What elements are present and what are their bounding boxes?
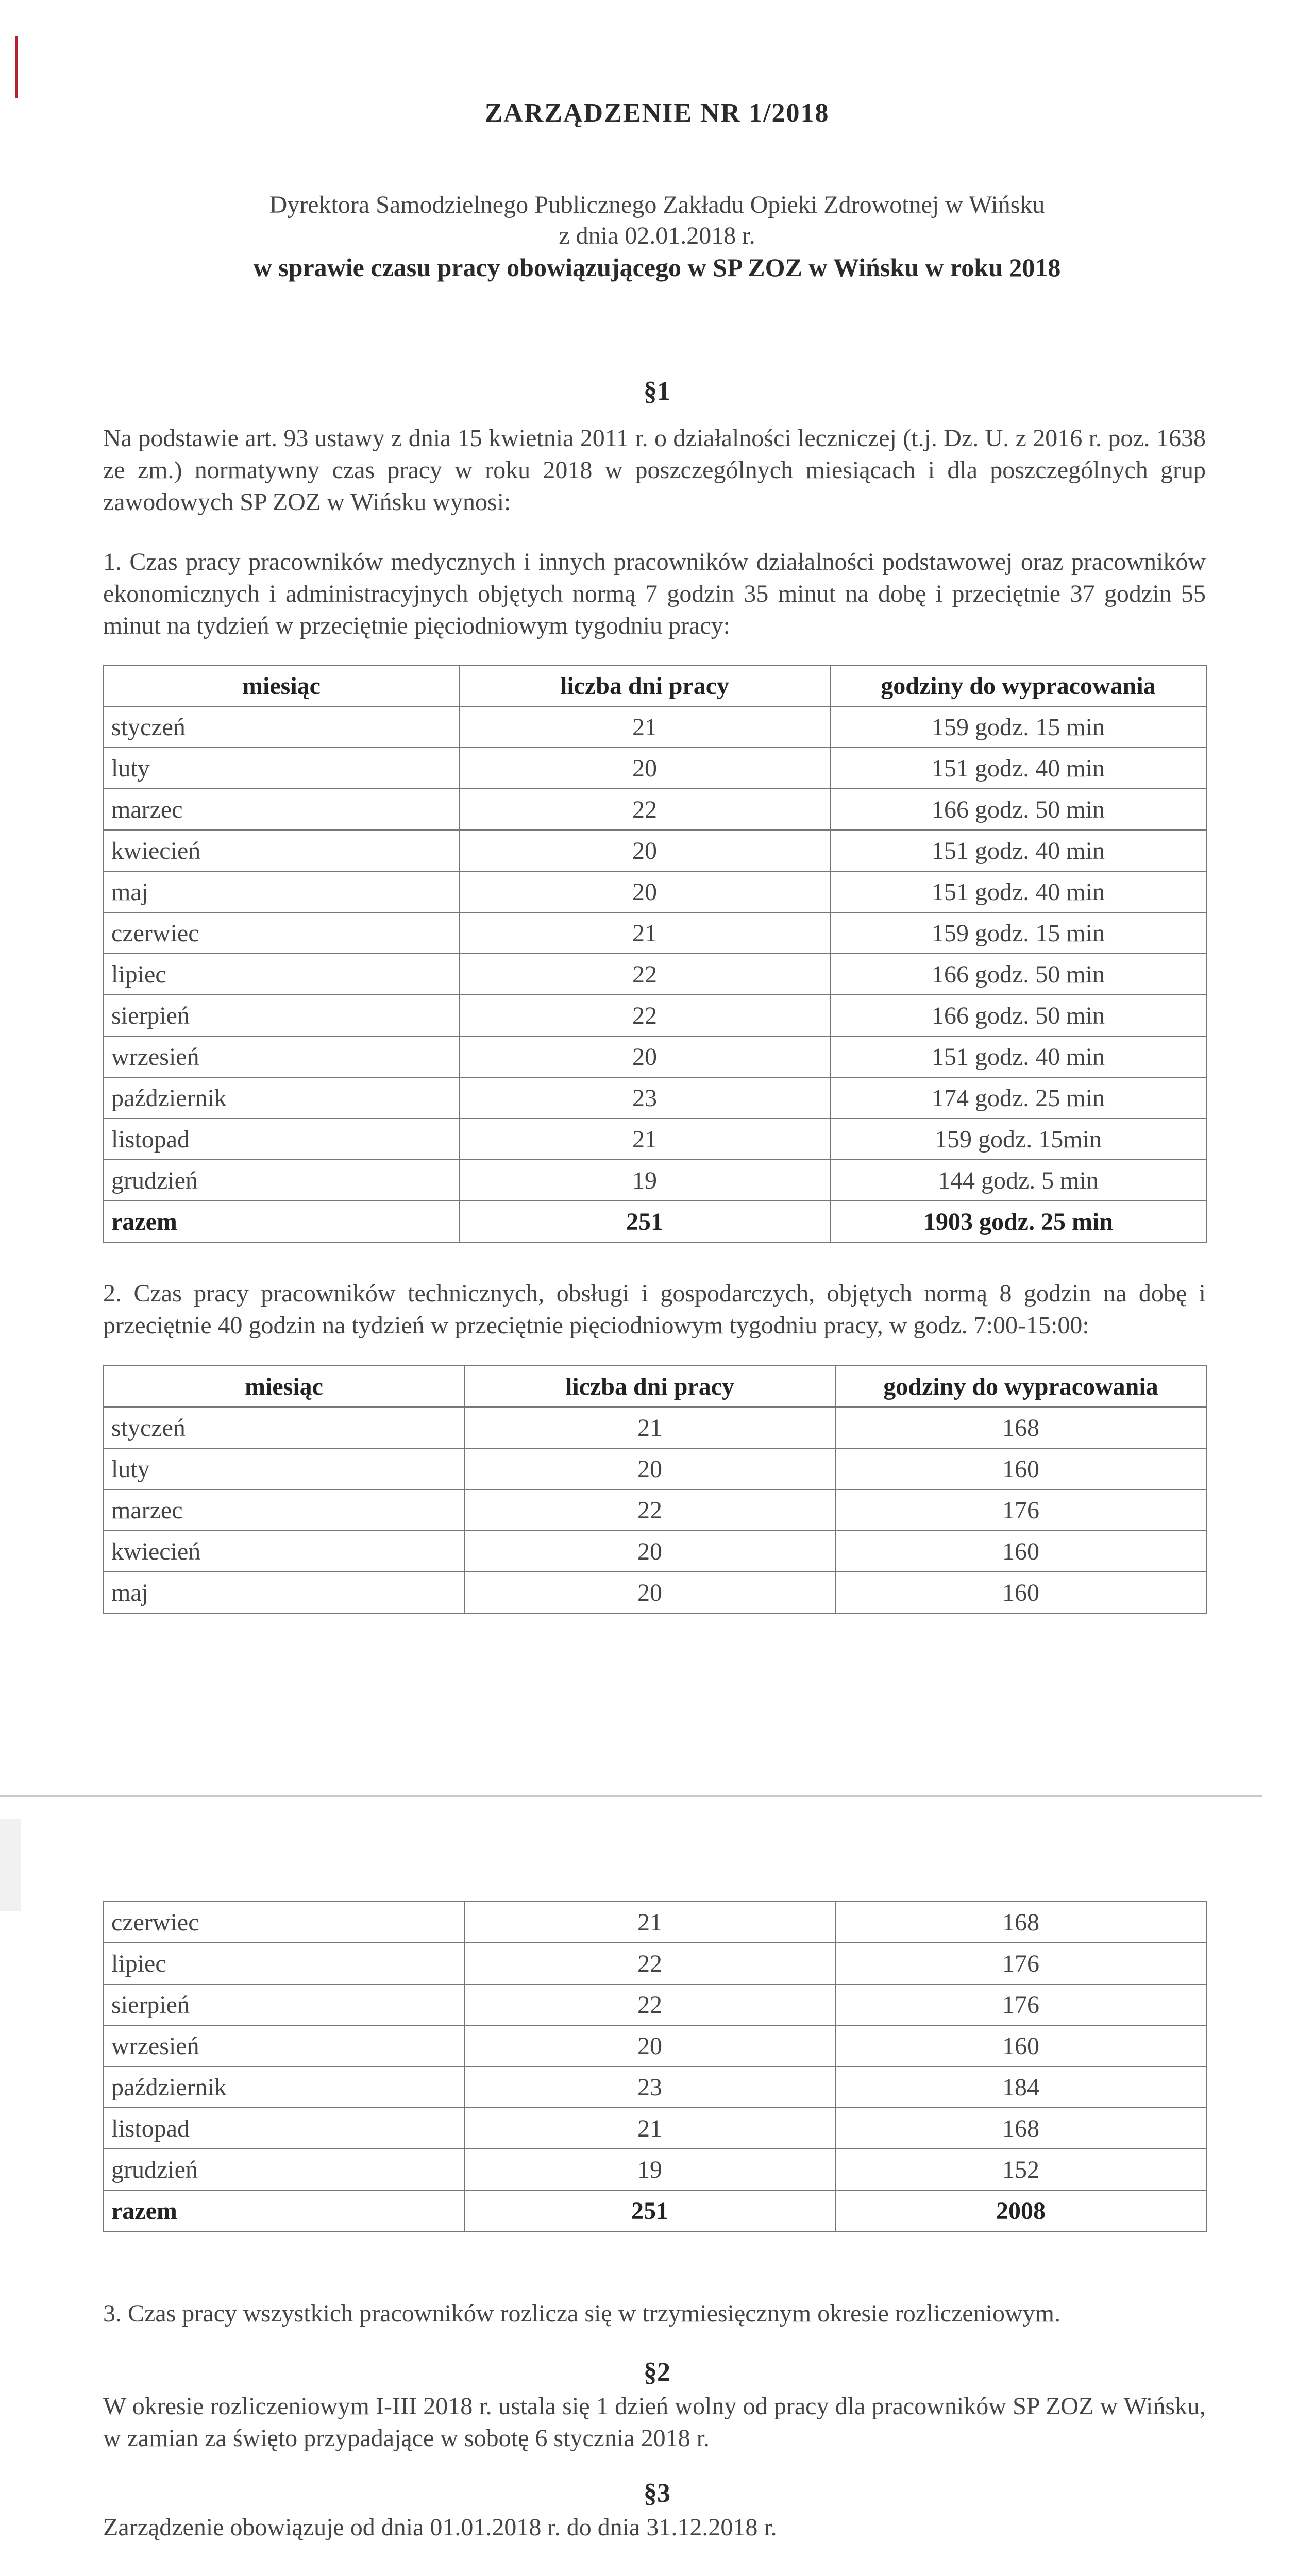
table-medical-staff: [103, 665, 1207, 1243]
cell-days: 20: [464, 2025, 835, 2066]
cell-month: marzec: [104, 789, 459, 830]
cell-hours: 159 godz. 15min: [830, 1118, 1206, 1160]
cell-month: czerwiec: [104, 1902, 464, 1943]
document-title: ZARZĄDZENIE NR 1/2018: [484, 98, 830, 128]
col-header-month: miesiąc: [104, 665, 459, 706]
cell-month: październik: [104, 2066, 464, 2108]
section-2-text: W okresie rozliczeniowym I-III 2018 r. ustala się 1 dzień wolny od pracy dla pracowników SP ZOZ w Wińsku, w zamian za święto przypadające w sobotę 6 stycznia 2018 r.: [103, 2393, 1206, 2452]
cell-month: wrzesień: [104, 2025, 464, 2066]
cell-hours: 151 godz. 40 min: [830, 1036, 1206, 1077]
issue-date: z dnia 02.01.2018 r.: [559, 222, 755, 249]
cell-hours: 176: [835, 1489, 1206, 1531]
table-row: [104, 2066, 1206, 2108]
cell-days: 22: [459, 789, 830, 830]
table-row: [104, 830, 1206, 871]
cell-days: 22: [459, 995, 830, 1036]
cell-hours: 144 godz. 5 min: [830, 1160, 1206, 1201]
table-row: [104, 1448, 1206, 1489]
point-1-text: 1. Czas pracy pracowników medycznych i innych pracowników działalności podstawowej oraz pracowników ekonomicznych i administracyjnych objętych normą 7 godzin 35 minut na dobę i przeciętnie 37 godzin 55 minut na tydzień w przeciętnie pięciodniowym tygodniu pracy:: [103, 548, 1206, 639]
cell-month: luty: [104, 1448, 464, 1489]
table-technical-staff-part1: [103, 1365, 1207, 1614]
cell-days: 21: [464, 1902, 835, 1943]
table-total-row: [104, 1201, 1206, 1242]
col-header-hours: godziny do wypracowania: [835, 1366, 1206, 1407]
cell-days: 20: [459, 748, 830, 789]
table-row: [104, 789, 1206, 830]
cell-hours: 166 godz. 50 min: [830, 954, 1206, 995]
cell-hours: 151 godz. 40 min: [830, 830, 1206, 871]
total-hours: 1903 godz. 25 min: [830, 1201, 1206, 1242]
table-total-row: [104, 2190, 1206, 2231]
total-days: 251: [459, 1201, 830, 1242]
total-label: razem: [104, 2190, 464, 2231]
cell-month: wrzesień: [104, 1036, 459, 1077]
cell-days: 20: [459, 871, 830, 912]
cell-hours: 176: [835, 1984, 1206, 2025]
table-row: [104, 1160, 1206, 1201]
cell-month: grudzień: [104, 1160, 459, 1201]
total-days: 251: [464, 2190, 835, 2231]
table-row: [104, 1572, 1206, 1613]
cell-days: 21: [459, 1118, 830, 1160]
cell-days: 22: [464, 1489, 835, 1531]
issuer-line: Dyrektora Samodzielnego Publicznego Zakładu Opieki Zdrowotnej w Wińsku: [269, 191, 1045, 218]
cell-days: 23: [459, 1077, 830, 1118]
table-row: [104, 706, 1206, 748]
cell-days: 20: [464, 1572, 835, 1613]
cell-hours: 151 godz. 40 min: [830, 748, 1206, 789]
cell-month: maj: [104, 871, 459, 912]
cell-hours: 166 godz. 50 min: [830, 789, 1206, 830]
point-3-text: 3. Czas pracy wszystkich pracowników rozlicza się w trzymiesięcznym okresie rozliczeniowym.: [103, 2300, 1061, 2327]
section-1-heading: §1: [644, 377, 670, 406]
cell-days: 19: [464, 2149, 835, 2190]
cell-hours: 168: [835, 2108, 1206, 2149]
table-row: [104, 912, 1206, 954]
cell-days: 20: [464, 1448, 835, 1489]
cell-days: 20: [464, 1531, 835, 1572]
cell-hours: 160: [835, 1448, 1206, 1489]
cell-month: sierpień: [104, 995, 459, 1036]
table-technical-body-part1: [104, 1407, 1206, 1613]
cell-hours: 160: [835, 1531, 1206, 1572]
table-medical-body: [104, 706, 1206, 1242]
cell-month: sierpień: [104, 1984, 464, 2025]
cell-month: kwiecień: [104, 1531, 464, 1572]
section-3-heading: §3: [644, 2479, 670, 2508]
table-technical-body-part2: [104, 1902, 1206, 2231]
point-2-text: 2. Czas pracy pracowników technicznych, obsługi i gospodarczych, objętych normą 8 godzin na dobę i przeciętnie 40 godzin na tydzień w przeciętnie pięciodniowym tygodniu pracy, w godz. 7:00-15:00:: [103, 1280, 1206, 1339]
cell-hours: 168: [835, 1407, 1206, 1448]
total-label: razem: [104, 1201, 459, 1242]
table-row: [104, 1902, 1206, 1943]
cell-month: październik: [104, 1077, 459, 1118]
section-3-text: Zarządzenie obowiązuje od dnia 01.01.2018 r. do dnia 31.12.2018 r.: [103, 2514, 777, 2541]
cell-hours: 160: [835, 2025, 1206, 2066]
col-header-days: liczba dni pracy: [459, 665, 830, 706]
cell-hours: 160: [835, 1572, 1206, 1613]
cell-month: lipiec: [104, 1943, 464, 1984]
subject-line: w sprawie czasu pracy obowiązującego w SP ZOZ w Wińsku w roku 2018: [253, 253, 1061, 282]
margin-mark: [15, 36, 18, 98]
cell-days: 21: [464, 2108, 835, 2149]
page-separator: [0, 1795, 1262, 1797]
table-row: [104, 2149, 1206, 2190]
cell-hours: 166 godz. 50 min: [830, 995, 1206, 1036]
cell-days: 22: [464, 1984, 835, 2025]
cell-days: 21: [459, 706, 830, 748]
cell-hours: 159 godz. 15 min: [830, 706, 1206, 748]
cell-days: 23: [464, 2066, 835, 2108]
cell-month: luty: [104, 748, 459, 789]
cell-hours: 168: [835, 1902, 1206, 1943]
table-row: [104, 2108, 1206, 2149]
cell-hours: 174 godz. 25 min: [830, 1077, 1206, 1118]
cell-hours: 159 godz. 15 min: [830, 912, 1206, 954]
cell-month: listopad: [104, 1118, 459, 1160]
table-row: [104, 1077, 1206, 1118]
cell-days: 21: [464, 1407, 835, 1448]
cell-days: 21: [459, 912, 830, 954]
cell-month: lipiec: [104, 954, 459, 995]
cell-hours: 152: [835, 2149, 1206, 2190]
cell-month: maj: [104, 1572, 464, 1613]
cell-month: styczeń: [104, 1407, 464, 1448]
table-row: [104, 1489, 1206, 1531]
scan-edge-mark: [0, 1819, 21, 1911]
cell-days: 20: [459, 1036, 830, 1077]
table-row: [104, 1407, 1206, 1448]
table-row: [104, 2025, 1206, 2066]
col-header-month: miesiąc: [104, 1366, 464, 1407]
table-technical-staff-part2: [103, 1901, 1207, 2232]
cell-month: styczeń: [104, 706, 459, 748]
total-hours: 2008: [835, 2190, 1206, 2231]
table-row: [104, 871, 1206, 912]
col-header-hours: godziny do wypracowania: [830, 665, 1206, 706]
cell-days: 22: [459, 954, 830, 995]
table-row: [104, 1118, 1206, 1160]
col-header-days: liczba dni pracy: [464, 1366, 835, 1407]
cell-month: listopad: [104, 2108, 464, 2149]
table-row: [104, 1531, 1206, 1572]
cell-month: marzec: [104, 1489, 464, 1531]
table-row: [104, 748, 1206, 789]
cell-days: 20: [459, 830, 830, 871]
cell-days: 19: [459, 1160, 830, 1201]
table-row: [104, 1943, 1206, 1984]
section-2-heading: §2: [644, 2358, 670, 2387]
section-1-intro: Na podstawie art. 93 ustawy z dnia 15 kwietnia 2011 r. o działalności leczniczej (t.j. Dz. U. z 2016 r. poz. 1638 ze zm.) normatywny czas pracy w roku 2018 w poszczególnych miesiącach i dla poszczególnych grup zawodowych SP ZOZ w Wińsku wynosi:: [103, 425, 1206, 516]
table-header-row: [104, 1366, 1206, 1407]
table-row: [104, 1984, 1206, 2025]
cell-month: kwiecień: [104, 830, 459, 871]
table-header-row: [104, 665, 1206, 706]
cell-hours: 184: [835, 2066, 1206, 2108]
table-row: [104, 954, 1206, 995]
table-row: [104, 995, 1206, 1036]
cell-hours: 151 godz. 40 min: [830, 871, 1206, 912]
cell-month: czerwiec: [104, 912, 459, 954]
cell-hours: 176: [835, 1943, 1206, 1984]
table-row: [104, 1036, 1206, 1077]
cell-days: 22: [464, 1943, 835, 1984]
cell-month: grudzień: [104, 2149, 464, 2190]
